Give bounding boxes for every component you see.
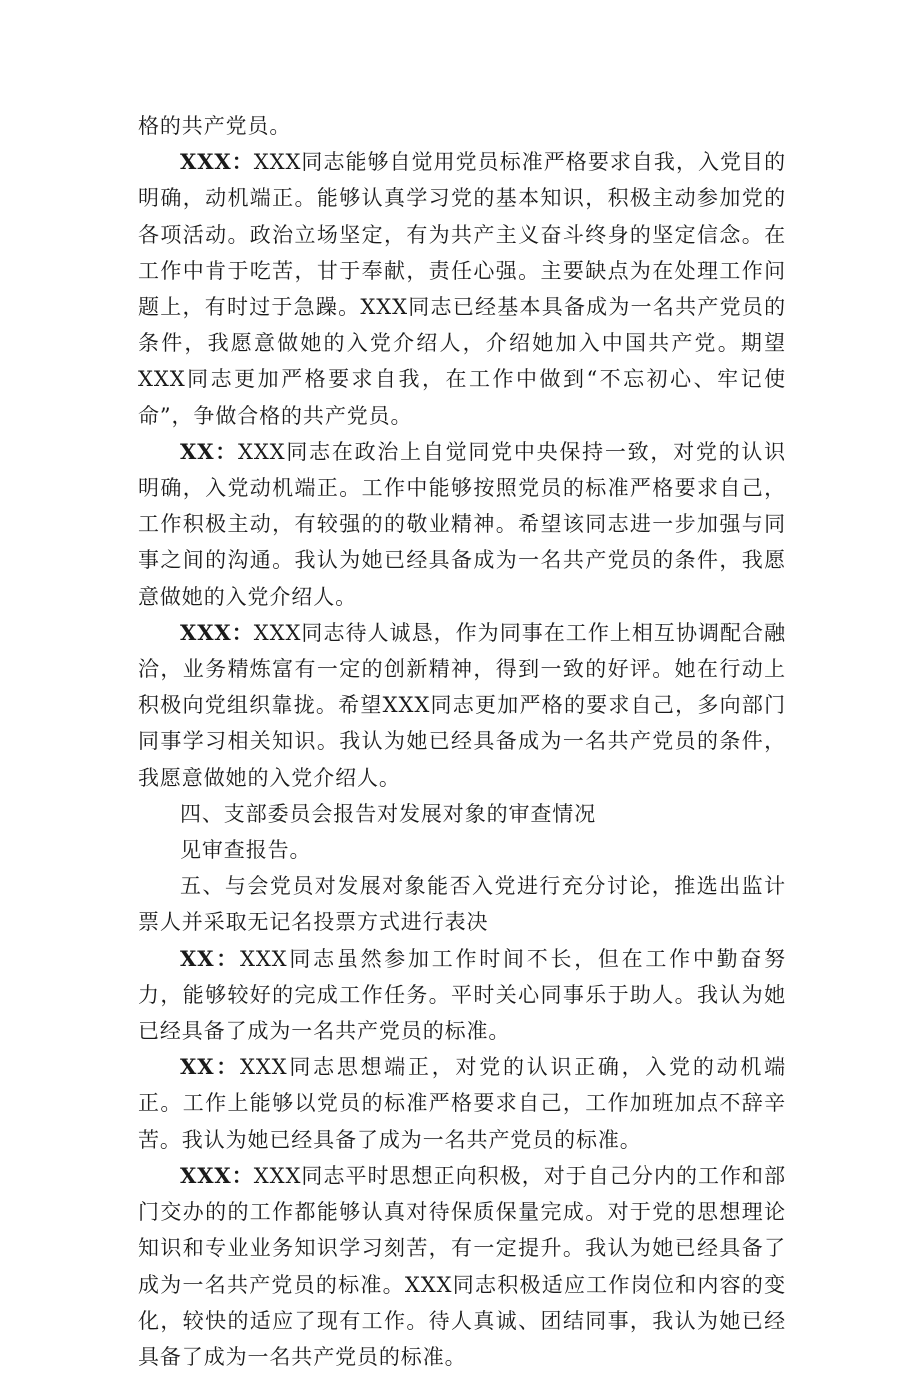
section-heading-5 [138, 868, 786, 940]
paragraph-evaluation-3 [138, 615, 786, 796]
document-body [138, 108, 786, 1375]
paragraph-discussion-1 [138, 941, 786, 1050]
speaker-label: XXX： [180, 619, 254, 645]
paragraph-text: 见审查报告。 [180, 838, 312, 863]
paragraph-text: XXX同志思想端正，对党的认识正确，入党的动机端正。工作上能够以党员的标准严格要求自己，工作加班加点不辞辛苦。我认为她已经具备了成为一名共产党员的标准。 [138, 1055, 786, 1152]
paragraph-discussion-3 [138, 1158, 786, 1375]
paragraph-text: XXX同志虽然参加工作时间不长，但在工作中勤奋努力，能够较好的完成工作任务。平时关心同事乐于助人。我认为她已经具备了成为一名共产党员的标准。 [138, 946, 786, 1044]
paragraph-evaluation-1 [138, 144, 786, 434]
paragraph-text: XXX同志待人诚恳，作为同事在工作上相互协调配合融洽，业务精炼富有一定的创新精神，得到一致的好评。她在行动上积极向党组织靠拢。希望XXX同志更加严格的要求自己，多向部门同事学习相关知识。我认为她已经具备成为一名共产党员的条件，我愿意做她的入党介绍人。 [138, 620, 786, 790]
paragraph-discussion-2 [138, 1049, 786, 1158]
heading-text: 五、与会党员对发展对象能否入党进行充分讨论，推选出监计票人并采取无记名投票方式进行表决 [138, 874, 786, 935]
paragraph-continuation [138, 108, 786, 144]
heading-text: 四、支部委员会报告对发展对象的审查情况 [180, 801, 597, 826]
section-heading-4 [138, 796, 786, 832]
paragraph-evaluation-2 [138, 434, 786, 615]
speaker-label: XX： [180, 945, 240, 971]
paragraph-text: XXX同志平时思想正向积极，对于自己分内的工作和部门交办的的工作都能够认真对待保质保量完成。对于党的思想理论知识和专业业务知识学习刻苦，有一定提升。我认为她已经具备了成为一名共产党员的标准。XXX同志积极适应工作岗位和内容的变化，较快的适应了现有工作。待人真诚、团结同事，我认为她已经具备了成为一名共产党员的标准。 [138, 1163, 786, 1369]
speaker-label: XXX： [180, 149, 254, 175]
speaker-label: XXX： [180, 1162, 254, 1188]
speaker-label: XX： [180, 1054, 240, 1080]
paragraph-text: XXX同志在政治上自觉同党中央保持一致，对党的认识明确，入党动机端正。工作中能够按照党员的标准严格要求自己，工作积极主动，有较强的的敬业精神。希望该同志进一步加强与同事之间的沟通。我认为她已经具备成为一名共产党员的条件，我愿意做她的入党介绍人。 [138, 439, 786, 609]
paragraph-text: XXX同志能够自觉用党员标准严格要求自我，入党目的明确，动机端正。能够认真学习党的基本知识，积极主动参加党的各项活动。政治立场坚定，有为共产主义奋斗终身的坚定信念。在工作中肯于吃苦，甘于奉献，责任心强。主要缺点为在处理工作问题上，有时过于急躁。XXX同志已经基本具备成为一名共产党员的条件，我愿意做她的入党介绍人，介绍她加入中国共产党。期望XXX同志更加严格要求自我，在工作中做到“不忘初心、牢记使命”，争做合格的共产党员。 [138, 150, 786, 428]
speaker-label: XX： [180, 438, 238, 464]
paragraph-text: 格的共产党员。 [138, 114, 292, 138]
paragraph-review-report [138, 832, 786, 868]
